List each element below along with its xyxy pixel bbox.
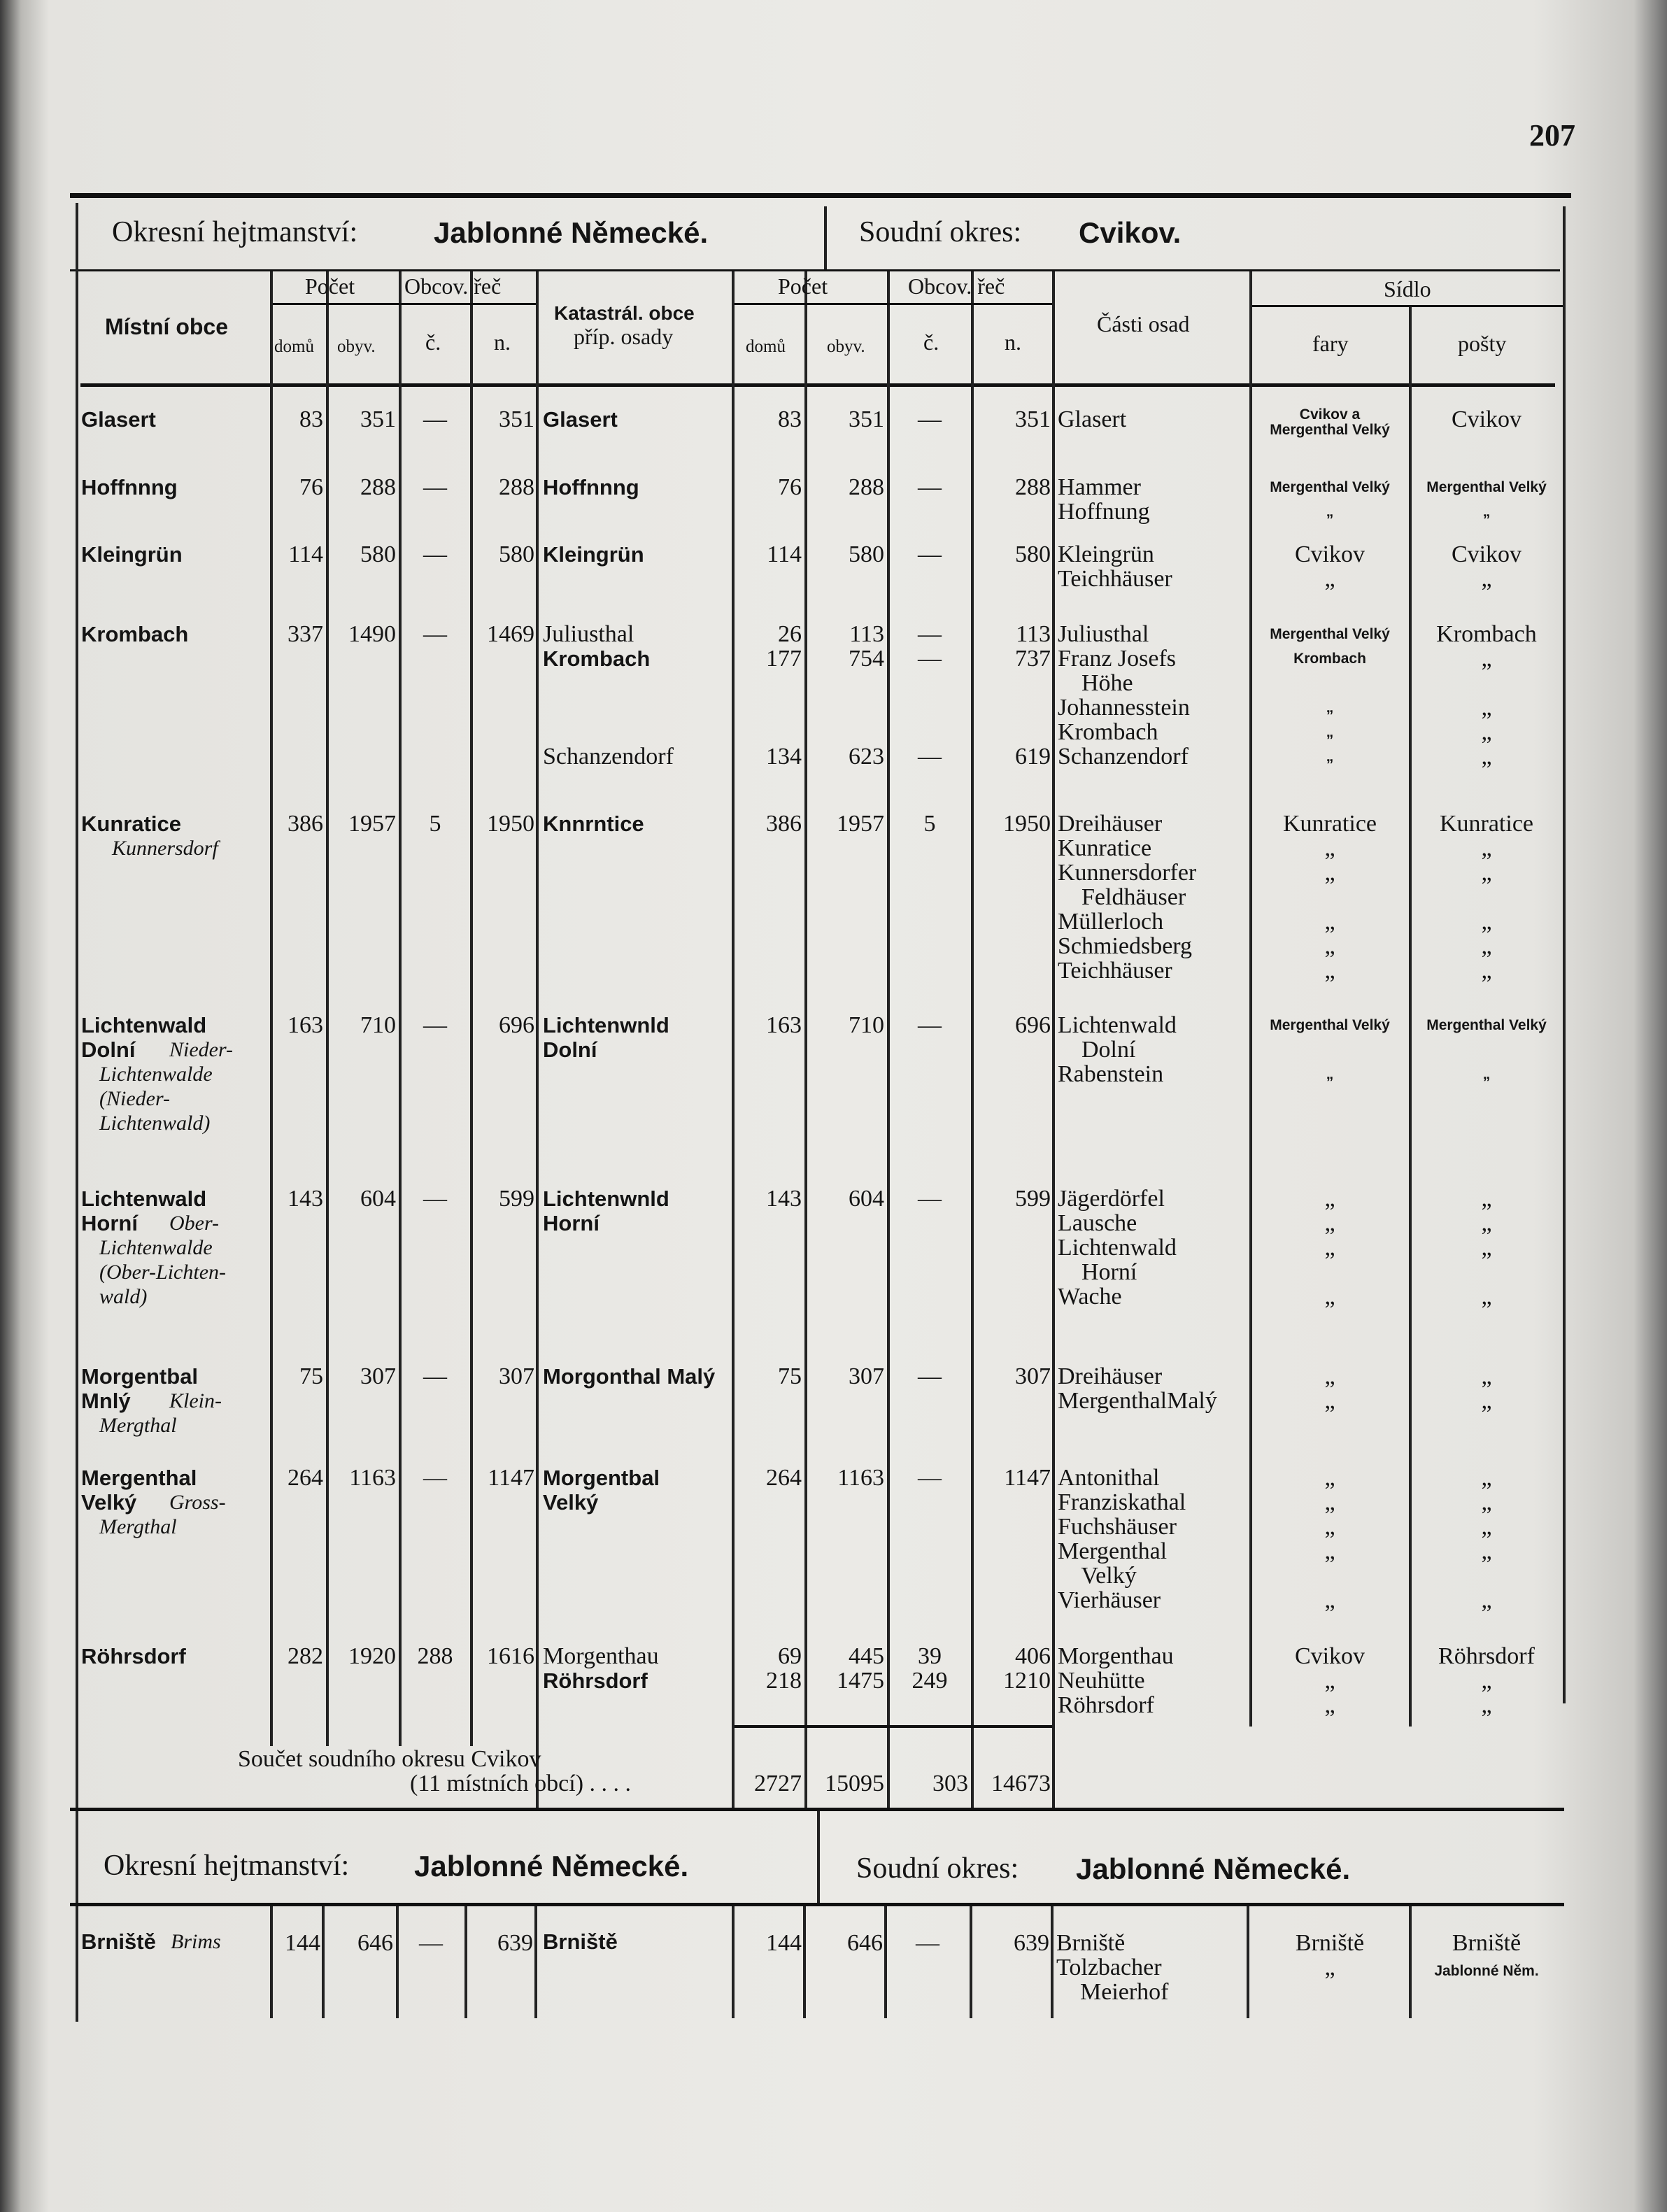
col-line bbox=[732, 1906, 735, 2018]
row2-k-n: 639 bbox=[1014, 1930, 1049, 1956]
row-casti-osad: Juliusthal Franz Josefs Höhe Johannesstein Krombach Schanzendorf bbox=[1058, 621, 1190, 770]
banner2-bottom-rule bbox=[70, 1903, 1564, 1906]
row-katastral-name: Lichtenwnld Dolní bbox=[543, 1013, 669, 1062]
row-katastral-obyv: 1163 bbox=[837, 1465, 884, 1491]
row-katastral-n: 599 bbox=[1015, 1186, 1051, 1212]
row-katastral-name: Morgentbal Velký bbox=[543, 1466, 660, 1515]
col-line bbox=[1052, 271, 1055, 1808]
court-label: Soudní okres: bbox=[859, 216, 1022, 248]
row-obyv: 604 bbox=[360, 1186, 396, 1212]
row-n: 696 bbox=[499, 1012, 534, 1038]
row-katastral-obyv: 623 bbox=[849, 744, 884, 770]
col-line bbox=[464, 1906, 467, 2018]
row-obyv: 307 bbox=[360, 1363, 396, 1389]
row2-obyv: 646 bbox=[357, 1930, 393, 1956]
total-n: 14673 bbox=[991, 1771, 1051, 1796]
row-n: 307 bbox=[499, 1363, 534, 1389]
row-n: 1616 bbox=[487, 1643, 534, 1669]
row-katastral-obyv: 445 bbox=[849, 1643, 884, 1669]
header-sub-rule bbox=[1252, 305, 1563, 307]
row-posty: Krombach „ „ „ „ bbox=[1436, 621, 1537, 770]
row-obec-name: Glasert bbox=[81, 407, 156, 432]
row-katastral-name: Morgenthau bbox=[543, 1643, 659, 1669]
district-name: Jablonné Německé. bbox=[434, 216, 709, 249]
header-katastral-1: Katastrál. obce bbox=[554, 302, 695, 324]
row-obec-name: Morgentbal Mnlý bbox=[81, 1364, 199, 1413]
row-katastral-c: — bbox=[918, 744, 942, 770]
row-katastral-domu: 83 bbox=[778, 406, 802, 432]
row-obyv: 351 bbox=[360, 406, 396, 432]
row-katastral-c: 249 bbox=[911, 1668, 948, 1694]
header-posty: pošty bbox=[1458, 331, 1507, 356]
header-n-2: n. bbox=[1005, 329, 1021, 355]
row-katastral-c: — bbox=[918, 1363, 942, 1389]
row-domu: 75 bbox=[299, 1363, 323, 1389]
row-katastral-c: 39 bbox=[918, 1643, 942, 1669]
court-name-2: Jablonné Německé. bbox=[1076, 1852, 1351, 1885]
row-domu: 143 bbox=[288, 1186, 323, 1212]
row-katastral-obyv: 710 bbox=[849, 1012, 884, 1038]
row-posty: Mergenthal Velký „ bbox=[1426, 1017, 1547, 1082]
row-posty: Röhrsdorf „ „ bbox=[1438, 1643, 1535, 1718]
row-katastral-obyv: 113 bbox=[849, 621, 884, 647]
row-domu: 386 bbox=[288, 811, 323, 837]
district-name-2: Jablonné Německé. bbox=[414, 1850, 689, 1883]
row-katastral-obyv: 351 bbox=[849, 406, 884, 432]
row-obyv: 1920 bbox=[348, 1643, 396, 1669]
header-mistni-obce: Místní obce bbox=[105, 314, 229, 339]
row-katastral-n: 619 bbox=[1015, 744, 1051, 770]
row-katastral-n: 580 bbox=[1015, 541, 1051, 567]
page-number: 207 bbox=[1529, 118, 1575, 153]
row-obyv: 580 bbox=[360, 541, 396, 567]
row-c: — bbox=[423, 1363, 447, 1389]
row-obec-alt-name: Gross- Mergthal bbox=[99, 1491, 226, 1538]
total-domu: 2727 bbox=[754, 1771, 802, 1796]
header-domu: domů bbox=[274, 337, 314, 356]
row-fary: „ „ „ „ „ bbox=[1324, 1465, 1335, 1613]
row-katastral-c: 5 bbox=[923, 811, 936, 837]
row-posty: Mergenthal Velký „ bbox=[1426, 479, 1547, 520]
row-n: 1147 bbox=[488, 1465, 534, 1491]
row-n: 288 bbox=[499, 474, 534, 500]
row-obec-name: Kunratice bbox=[81, 811, 181, 836]
row-obyv: 1163 bbox=[349, 1465, 396, 1491]
row-domu: 76 bbox=[299, 474, 323, 500]
row-casti-osad: Morgenthau Neuhütte Röhrsdorf bbox=[1058, 1643, 1174, 1718]
row2-k-c: — bbox=[916, 1930, 939, 1956]
header-obcov-rec: Obcov. řeč bbox=[404, 274, 502, 299]
row-katastral-n: 1210 bbox=[1003, 1668, 1051, 1694]
header-casti-osad: Části osad bbox=[1097, 311, 1190, 336]
header-obyv-2: obyv. bbox=[827, 337, 865, 356]
row-posty: Cvikov bbox=[1451, 406, 1522, 432]
row-obyv: 288 bbox=[360, 474, 396, 500]
col-line bbox=[270, 1906, 273, 2018]
col-line bbox=[884, 1906, 887, 2018]
col-line bbox=[534, 1906, 537, 2018]
row-domu: 83 bbox=[299, 406, 323, 432]
row-c: — bbox=[423, 621, 447, 647]
row-katastral-domu: 177 bbox=[766, 646, 802, 672]
row-katastral-domu: 163 bbox=[766, 1012, 802, 1038]
col-line bbox=[732, 271, 735, 1808]
row-katastral-domu: 134 bbox=[766, 744, 802, 770]
row-c: 5 bbox=[429, 811, 441, 837]
row-fary: „ „ bbox=[1324, 1363, 1335, 1414]
row-obec-alt-name: Ober- Lichtenwalde (Ober-Lichten- wald) bbox=[99, 1212, 227, 1308]
row2-katastral: Brniště bbox=[543, 1929, 618, 1954]
row-n: 1950 bbox=[487, 811, 534, 837]
row-domu: 114 bbox=[288, 541, 323, 567]
row-katastral-c: — bbox=[918, 1186, 942, 1212]
col-line bbox=[1247, 1906, 1249, 2018]
row-obec-name: Lichtenwald Horní bbox=[81, 1186, 207, 1235]
row-katastral-c: — bbox=[918, 474, 942, 500]
header-pocet-2: Počet bbox=[778, 274, 828, 299]
row-katastral-name: Krombach bbox=[543, 646, 651, 671]
row-obec-name: Röhrsdorf bbox=[81, 1644, 186, 1668]
row-n: 599 bbox=[499, 1186, 534, 1212]
col-line bbox=[396, 1906, 399, 2018]
row2-obec-alt: Brims bbox=[171, 1930, 221, 1953]
top-rule bbox=[70, 193, 1571, 198]
row-katastral-domu: 386 bbox=[766, 811, 802, 837]
right-border bbox=[1563, 206, 1566, 1703]
row-obec-name: Hoffnnng bbox=[81, 475, 178, 499]
header-obyv: obyv. bbox=[337, 337, 376, 356]
row-katastral-name: Röhrsdorf bbox=[543, 1668, 648, 1693]
row2-casti: Brniště Tolzbacher Meierhof bbox=[1056, 1930, 1169, 2005]
col-line bbox=[970, 1906, 972, 2018]
row-casti-osad: Hammer Hoffnung bbox=[1058, 474, 1150, 525]
row-domu: 264 bbox=[288, 1465, 323, 1491]
row-obyv: 1957 bbox=[348, 811, 396, 837]
col-line bbox=[887, 271, 890, 1808]
row-katastral-obyv: 1475 bbox=[837, 1668, 884, 1694]
row-katastral-c: — bbox=[918, 1012, 942, 1038]
row-katastral-domu: 143 bbox=[766, 1186, 802, 1212]
row-katastral-n: 351 bbox=[1015, 406, 1051, 432]
row-c: — bbox=[423, 474, 447, 500]
row-domu: 163 bbox=[288, 1012, 323, 1038]
header-sidlo: Sídlo bbox=[1384, 276, 1431, 302]
row-katastral-n: 307 bbox=[1015, 1363, 1051, 1389]
header-pocet: Počet bbox=[305, 274, 355, 299]
row-fary: Cvikov „ bbox=[1294, 541, 1365, 592]
row-katastral-domu: 26 bbox=[778, 621, 802, 647]
district-label-2: Okresní hejtmanství: bbox=[104, 1850, 350, 1882]
row-katastral-obyv: 604 bbox=[849, 1186, 884, 1212]
row-n: 351 bbox=[499, 406, 534, 432]
row-obyv: 710 bbox=[360, 1012, 396, 1038]
row-obec-alt-name: Klein- Mergthal bbox=[99, 1389, 222, 1437]
header-fary: fary bbox=[1312, 331, 1349, 356]
row-fary: Mergenthal Velký „ bbox=[1270, 1017, 1390, 1082]
row-casti-osad: Dreihäuser MergenthalMalý bbox=[1058, 1363, 1217, 1414]
row-katastral-name: Schanzendorf bbox=[543, 744, 674, 770]
header-katastral-2: příp. osady bbox=[574, 324, 674, 349]
row-posty: „ „ bbox=[1481, 1363, 1492, 1414]
row2-obec: Brniště bbox=[81, 1929, 156, 1954]
row-posty: Cvikov „ bbox=[1451, 541, 1522, 592]
header-c-2: č. bbox=[923, 329, 939, 355]
total-c: 303 bbox=[932, 1771, 968, 1796]
row-katastral-name: Morgonthal Malý bbox=[543, 1364, 716, 1389]
row-c: — bbox=[423, 406, 447, 432]
header-sub-rule bbox=[273, 303, 536, 305]
row-katastral-c: — bbox=[918, 406, 942, 432]
row2-k-domu: 144 bbox=[766, 1930, 802, 1956]
row-katastral-n: 288 bbox=[1015, 474, 1051, 500]
row-casti-osad: Glasert bbox=[1058, 406, 1127, 432]
row-casti-osad: Antonithal Franziskathal Fuchshäuser Mergenthal Velký Vierhäuser bbox=[1058, 1465, 1186, 1613]
row-katastral-name: Lichtenwnld Horní bbox=[543, 1186, 669, 1235]
row-obec-name: Mergenthal Velký bbox=[81, 1466, 197, 1515]
header-n: n. bbox=[494, 329, 511, 355]
total-rule bbox=[735, 1725, 1052, 1728]
row-c: — bbox=[423, 1012, 447, 1038]
row-domu: 337 bbox=[288, 621, 323, 647]
row-fary: Mergenthal Velký „ bbox=[1270, 479, 1390, 520]
col-line bbox=[971, 271, 974, 1808]
row-katastral-domu: 264 bbox=[766, 1465, 802, 1491]
row-fary: Cvikov a Mergenthal Velký bbox=[1270, 406, 1390, 438]
row-fary: „ „ „ „ bbox=[1324, 1186, 1335, 1310]
row-katastral-name: Juliusthal bbox=[543, 621, 634, 647]
row-katastral-domu: 218 bbox=[766, 1668, 802, 1694]
court-label-2: Soudní okres: bbox=[856, 1852, 1019, 1885]
col-line bbox=[804, 271, 807, 1808]
row-katastral-name: Kleingrün bbox=[543, 542, 644, 567]
row-domu: 282 bbox=[288, 1643, 323, 1669]
row-fary: Cvikov „ „ bbox=[1294, 1643, 1365, 1718]
total-label-2: (11 místních obcí) . . . . bbox=[410, 1771, 632, 1796]
row-casti-osad: Dreihäuser Kunratice Kunnersdorfer Feldhäuser Müllerloch Schmiedsberg Teichhäuser bbox=[1058, 811, 1197, 984]
banner2-divider bbox=[817, 1811, 820, 1903]
row-katastral-domu: 75 bbox=[778, 1363, 802, 1389]
row-fary: Mergenthal Velký Krombach „ „ „ bbox=[1270, 626, 1390, 765]
row-posty: Kunratice „ „ „ „ „ bbox=[1439, 811, 1534, 984]
col-line bbox=[1051, 1906, 1054, 2018]
row-katastral-obyv: 754 bbox=[849, 646, 884, 672]
row-katastral-obyv: 1957 bbox=[837, 811, 884, 837]
row2-n: 639 bbox=[497, 1930, 533, 1956]
header-domu-2: domů bbox=[746, 337, 786, 356]
row-posty: „ „ „ „ „ bbox=[1481, 1465, 1492, 1613]
header-c: č. bbox=[425, 329, 441, 355]
row-katastral-obyv: 580 bbox=[849, 541, 884, 567]
row-katastral-domu: 76 bbox=[778, 474, 802, 500]
banner-bottom-rule bbox=[70, 269, 1560, 271]
row-c: — bbox=[423, 541, 447, 567]
row-obec-name: Kleingrün bbox=[81, 542, 183, 567]
row-obec-name: Lichtenwald Dolní bbox=[81, 1013, 207, 1062]
court-name: Cvikov. bbox=[1079, 216, 1182, 249]
row-casti-osad: Kleingrün Teichhäuser bbox=[1058, 541, 1172, 592]
header-obcov-rec-2: Obcov. řeč bbox=[908, 274, 1005, 299]
total-label-1: Součet soudního okresu Cvikov bbox=[238, 1746, 541, 1772]
row2-c: — bbox=[419, 1930, 443, 1956]
row-katastral-name: Glasert bbox=[543, 407, 618, 432]
row2-k-obyv: 646 bbox=[847, 1930, 883, 1956]
row-casti-osad: Jägerdörfel Lausche Lichtenwald Horní Wache bbox=[1058, 1186, 1177, 1310]
row-katastral-n: 696 bbox=[1015, 1012, 1051, 1038]
left-border bbox=[76, 203, 78, 2022]
row-n: 1469 bbox=[487, 621, 534, 647]
banner-divider bbox=[824, 206, 827, 269]
row-katastral-c: — bbox=[918, 541, 942, 567]
row2-posty-1: Brniště bbox=[1452, 1930, 1521, 1956]
row-obyv: 1490 bbox=[348, 621, 396, 647]
header-sub-rule bbox=[735, 303, 1052, 305]
row-katastral-n: 1147 bbox=[1004, 1465, 1051, 1491]
row-posty: „ „ „ „ bbox=[1481, 1186, 1492, 1310]
row2-domu: 144 bbox=[285, 1930, 320, 1956]
row-obec-name: Krombach bbox=[81, 622, 189, 646]
row-c: 288 bbox=[417, 1643, 453, 1669]
row-casti-osad: Lichtenwald Dolní Rabenstein bbox=[1058, 1012, 1177, 1087]
row-katastral-domu: 114 bbox=[767, 541, 802, 567]
row-katastral-name: Hoffnnng bbox=[543, 475, 639, 499]
row-katastral-c: — bbox=[918, 621, 942, 647]
row-katastral-obyv: 307 bbox=[849, 1363, 884, 1389]
row-fary: Kunratice „ „ „ „ „ bbox=[1282, 811, 1377, 984]
row-c: — bbox=[423, 1186, 447, 1212]
row-c: — bbox=[423, 1465, 447, 1491]
col-line bbox=[803, 1906, 806, 2018]
row2-fary: Brniště „ bbox=[1295, 1930, 1365, 1980]
row-katastral-n: 406 bbox=[1015, 1643, 1051, 1669]
row-katastral-name: Knnrntice bbox=[543, 811, 644, 836]
row-katastral-domu: 69 bbox=[778, 1643, 802, 1669]
col-line bbox=[322, 1906, 325, 2018]
col-line bbox=[536, 271, 539, 1808]
district-label: Okresní hejtmanství: bbox=[112, 216, 358, 248]
row-katastral-c: — bbox=[918, 1465, 942, 1491]
row-obec-alt-name: Nieder- Lichtenwalde (Nieder- Lichtenwald) bbox=[99, 1038, 234, 1135]
row-obec-alt-name: Kunnersdorf bbox=[112, 837, 218, 860]
row-katastral-c: — bbox=[918, 646, 942, 672]
header-bottom-rule bbox=[80, 383, 1555, 387]
row2-posty-2: Jablonné Něm. bbox=[1434, 1963, 1539, 1979]
row-katastral-n: 1950 bbox=[1003, 811, 1051, 837]
row-katastral-n: 113 bbox=[1016, 621, 1051, 647]
row-katastral-obyv: 288 bbox=[849, 474, 884, 500]
row-n: 580 bbox=[499, 541, 534, 567]
row-katastral-n: 737 bbox=[1015, 646, 1051, 672]
total-obyv: 15095 bbox=[825, 1771, 884, 1796]
